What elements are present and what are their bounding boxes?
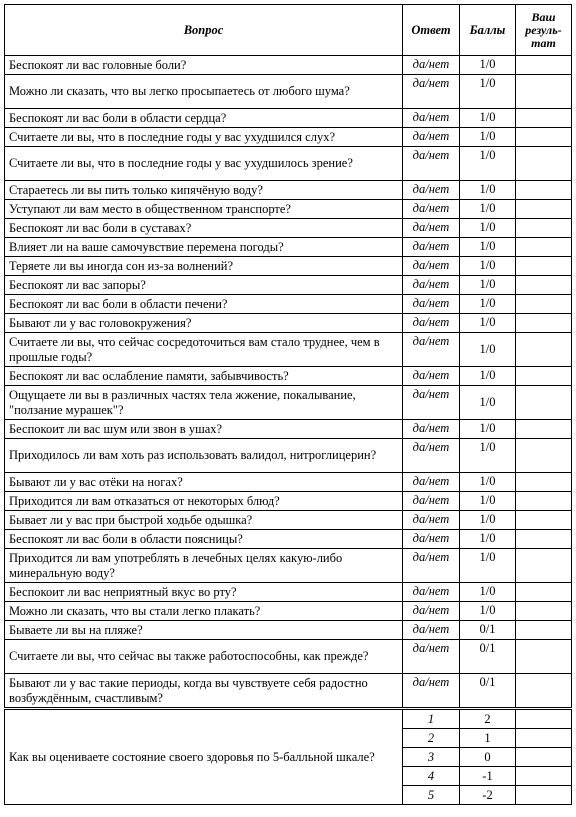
result-cell[interactable] <box>516 420 572 439</box>
table-row <box>5 75 572 109</box>
scale-points: -2 <box>460 786 516 805</box>
result-cell[interactable] <box>516 549 572 583</box>
scale-result-cell[interactable] <box>516 767 572 786</box>
points-value: 1/0 <box>460 276 516 295</box>
answer-option: да/нет <box>403 128 460 147</box>
question-text: Ощущаете ли вы в различных частях тела жжение, покалывание, "ползание мурашек"? <box>5 386 403 420</box>
question-text: Беспокоит ли вас шум или звон в ушах? <box>5 420 403 439</box>
result-cell[interactable] <box>516 511 572 530</box>
result-cell[interactable] <box>516 128 572 147</box>
answer-option: да/нет <box>403 583 460 602</box>
result-cell[interactable] <box>516 295 572 314</box>
points-value: 1/0 <box>460 56 516 75</box>
answer-option: да/нет <box>403 492 460 511</box>
result-cell[interactable] <box>516 439 572 473</box>
question-text: Беспокоят ли вас головные боли? <box>5 56 403 75</box>
table-row <box>5 473 572 492</box>
scale-grade: 4 <box>403 767 460 786</box>
points-value: 1/0 <box>460 530 516 549</box>
points-value: 1/0 <box>460 602 516 621</box>
answer-option: да/нет <box>403 621 460 640</box>
points-value: 1/0 <box>460 333 516 367</box>
result-cell[interactable] <box>516 367 572 386</box>
table-row <box>5 147 572 181</box>
points-value: 1/0 <box>460 109 516 128</box>
scale-points: 2 <box>460 709 516 729</box>
result-cell[interactable] <box>516 386 572 420</box>
answer-option: да/нет <box>403 367 460 386</box>
result-cell[interactable] <box>516 181 572 200</box>
points-value: 0/1 <box>460 621 516 640</box>
result-cell[interactable] <box>516 492 572 511</box>
answer-option: да/нет <box>403 238 460 257</box>
table-row <box>5 386 572 420</box>
table-row <box>5 367 572 386</box>
points-value: 1/0 <box>460 257 516 276</box>
table-row <box>5 200 572 219</box>
points-value: 1/0 <box>460 367 516 386</box>
answer-option: да/нет <box>403 640 460 674</box>
question-text: Приходится ли вам употреблять в лечебных целях какую-либо минеральную воду? <box>5 549 403 583</box>
scale-points: 1 <box>460 729 516 748</box>
answer-option: да/нет <box>403 333 460 367</box>
result-cell[interactable] <box>516 200 572 219</box>
points-value: 1/0 <box>460 200 516 219</box>
question-text: Беспокоят ли вас боли в области сердца? <box>5 109 403 128</box>
result-cell[interactable] <box>516 109 572 128</box>
question-text: Бывают ли у вас такие периоды, когда вы чувствуете себя радостно возбуждённым, счастливым? <box>5 674 403 709</box>
header-points: Баллы <box>460 5 516 56</box>
answer-option: да/нет <box>403 295 460 314</box>
result-cell[interactable] <box>516 238 572 257</box>
table-row <box>5 109 572 128</box>
result-cell[interactable] <box>516 621 572 640</box>
question-text: Считаете ли вы, что сейчас сосредоточиться вам стало труднее, чем в прошлые годы? <box>5 333 403 367</box>
result-cell[interactable] <box>516 276 572 295</box>
table-row <box>5 492 572 511</box>
question-text: Беспокоят ли вас запоры? <box>5 276 403 295</box>
question-text: Стараетесь ли вы пить только кипячёную воду? <box>5 181 403 200</box>
table-row <box>5 511 572 530</box>
scale-grade: 3 <box>403 748 460 767</box>
points-value: 1/0 <box>460 439 516 473</box>
answer-option: да/нет <box>403 109 460 128</box>
answer-option: да/нет <box>403 147 460 181</box>
scale-result-cell[interactable] <box>516 709 572 729</box>
answer-option: да/нет <box>403 219 460 238</box>
answer-option: да/нет <box>403 420 460 439</box>
question-text: Считаете ли вы, что в последние годы у вас ухудшилось зрение? <box>5 147 403 181</box>
answer-option: да/нет <box>403 75 460 109</box>
table-row <box>5 128 572 147</box>
points-value: 1/0 <box>460 549 516 583</box>
question-text: Беспокоят ли вас боли в суставах? <box>5 219 403 238</box>
header-result-line1: Ваш <box>531 9 556 24</box>
answer-option: да/нет <box>403 674 460 709</box>
header-question: Вопрос <box>5 5 403 56</box>
points-value: 0/1 <box>460 674 516 709</box>
scale-grade: 2 <box>403 729 460 748</box>
result-cell[interactable] <box>516 56 572 75</box>
question-text: Бывают ли у вас головокружения? <box>5 314 403 333</box>
table-row <box>5 602 572 621</box>
points-value: 1/0 <box>460 147 516 181</box>
question-text: Беспокоят ли вас боли в области печени? <box>5 295 403 314</box>
table-row <box>5 56 572 75</box>
header-result-line3: тат <box>531 35 556 50</box>
question-text: Приходится ли вам отказаться от некоторых блюд? <box>5 492 403 511</box>
answer-option: да/нет <box>403 314 460 333</box>
question-text: Бывают ли у вас отёки на ногах? <box>5 473 403 492</box>
question-text: Влияет ли на ваше самочувствие перемена погоды? <box>5 238 403 257</box>
question-text: Беспокоят ли вас ослабление памяти, забывчивость? <box>5 367 403 386</box>
question-text: Бываете ли вы на пляже? <box>5 621 403 640</box>
result-cell[interactable] <box>516 333 572 367</box>
scale-grade: 1 <box>403 709 460 729</box>
table-row <box>5 219 572 238</box>
question-text: Можно ли сказать, что вы стали легко плакать? <box>5 602 403 621</box>
points-value: 1/0 <box>460 511 516 530</box>
scale-result-cell[interactable] <box>516 729 572 748</box>
result-cell[interactable] <box>516 147 572 181</box>
table-row <box>5 181 572 200</box>
question-text: Приходилось ли вам хоть раз использовать валидол, нитроглицерин? <box>5 439 403 473</box>
table-row <box>5 420 572 439</box>
points-value: 1/0 <box>460 473 516 492</box>
question-text: Беспокоит ли вас неприятный вкус во рту? <box>5 583 403 602</box>
result-cell[interactable] <box>516 314 572 333</box>
question-text: Можно ли сказать, что вы легко просыпаетесь от любого шума? <box>5 75 403 109</box>
answer-option: да/нет <box>403 549 460 583</box>
answer-option: да/нет <box>403 276 460 295</box>
points-value: 1/0 <box>460 492 516 511</box>
result-cell[interactable] <box>516 674 572 709</box>
table-row <box>5 238 572 257</box>
scale-grade: 5 <box>403 786 460 805</box>
scale-question: Как вы оцениваете состояние своего здоровья по 5-балльной шкале? <box>5 709 403 805</box>
table-row <box>5 583 572 602</box>
answer-option: да/нет <box>403 511 460 530</box>
result-cell[interactable] <box>516 473 572 492</box>
header-answer: Ответ <box>403 5 460 56</box>
answer-option: да/нет <box>403 56 460 75</box>
question-text: Теряете ли вы иногда сон из-за волнений? <box>5 257 403 276</box>
question-text: Считаете ли вы, что сейчас вы также работоспособны, как прежде? <box>5 640 403 674</box>
answer-option: да/нет <box>403 473 460 492</box>
answer-option: да/нет <box>403 439 460 473</box>
question-text: Беспокоят ли вас боли в области поясницы? <box>5 530 403 549</box>
table-row <box>5 674 572 709</box>
points-value: 1/0 <box>460 295 516 314</box>
points-value: 1/0 <box>460 181 516 200</box>
scale-body <box>5 709 572 805</box>
question-text: Уступают ли вам место в общественном транспорте? <box>5 200 403 219</box>
table-row <box>5 621 572 640</box>
scale-points: 0 <box>460 748 516 767</box>
points-value: 1/0 <box>460 420 516 439</box>
table-row <box>5 640 572 674</box>
result-cell[interactable] <box>516 530 572 549</box>
points-value: 1/0 <box>460 128 516 147</box>
question-text: Считаете ли вы, что в последние годы у вас ухудшился слух? <box>5 128 403 147</box>
points-value: 1/0 <box>460 219 516 238</box>
result-cell[interactable] <box>516 219 572 238</box>
table-row <box>5 333 572 367</box>
answer-option: да/нет <box>403 530 460 549</box>
table-row <box>5 314 572 333</box>
health-questionnaire-table <box>4 4 572 805</box>
table-header-row <box>5 5 572 56</box>
table-row <box>5 276 572 295</box>
table-row <box>5 439 572 473</box>
result-cell[interactable] <box>516 75 572 109</box>
header-result <box>516 5 572 56</box>
result-cell[interactable] <box>516 602 572 621</box>
result-cell[interactable] <box>516 257 572 276</box>
scale-result-cell[interactable] <box>516 786 572 805</box>
points-value: 1/0 <box>460 583 516 602</box>
questions-body <box>5 56 572 709</box>
points-value: 1/0 <box>460 75 516 109</box>
answer-option: да/нет <box>403 181 460 200</box>
header-result-line2: резуль- <box>525 22 562 37</box>
table-row <box>5 549 572 583</box>
table-row <box>5 530 572 549</box>
table-row <box>5 257 572 276</box>
answer-option: да/нет <box>403 386 460 420</box>
answer-option: да/нет <box>403 200 460 219</box>
answer-option: да/нет <box>403 257 460 276</box>
scale-points: -1 <box>460 767 516 786</box>
question-text: Бывает ли у вас при быстрой ходьбе одышка? <box>5 511 403 530</box>
result-cell[interactable] <box>516 583 572 602</box>
answer-option: да/нет <box>403 602 460 621</box>
table-row <box>5 295 572 314</box>
points-value: 0/1 <box>460 640 516 674</box>
points-value: 1/0 <box>460 314 516 333</box>
result-cell[interactable] <box>516 640 572 674</box>
scale-result-cell[interactable] <box>516 748 572 767</box>
scale-row <box>5 709 572 729</box>
points-value: 1/0 <box>460 238 516 257</box>
points-value: 1/0 <box>460 386 516 420</box>
